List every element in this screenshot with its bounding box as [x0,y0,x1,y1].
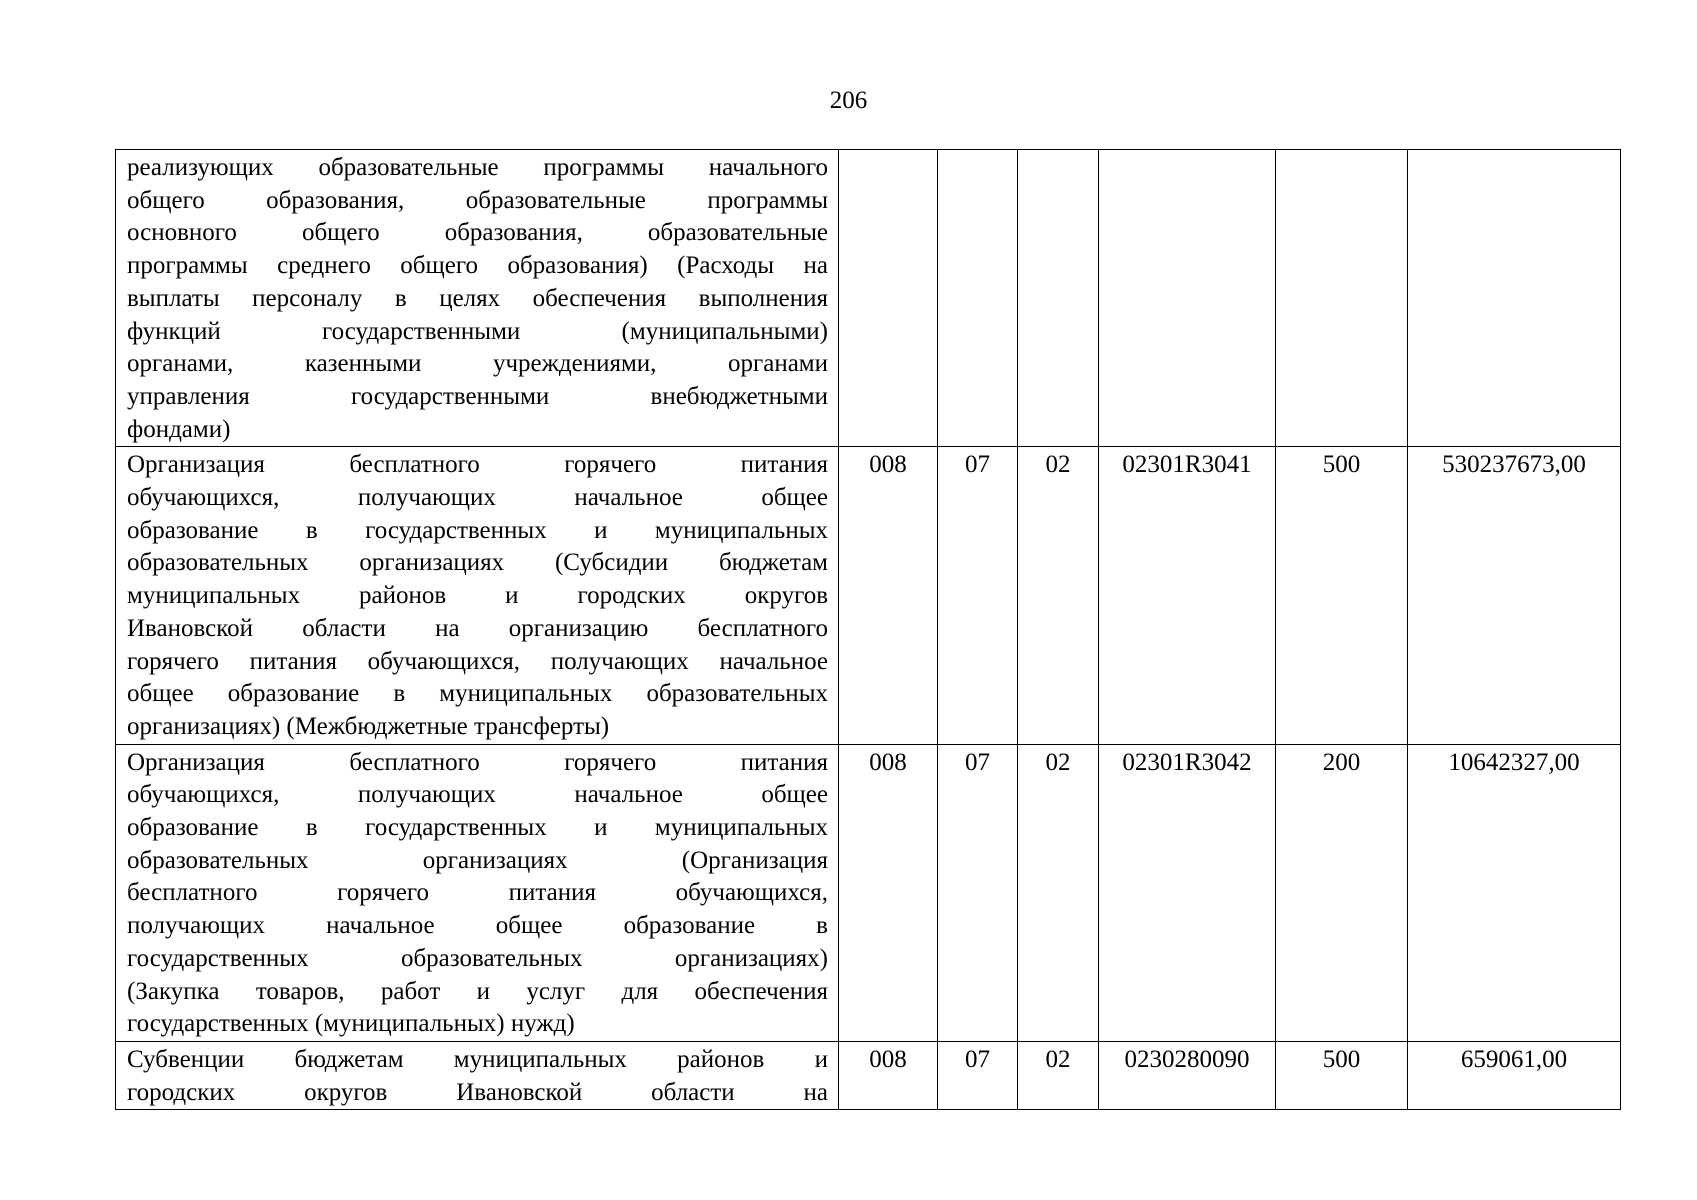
description-line: Субвенции бюджетам муниципальных районов и [127,1045,828,1073]
amount-cell: 530237673,00 [1408,447,1621,744]
description-line: бесплатного горячего питания обучающихся, [127,879,828,907]
expense-type-cell: 500 [1276,447,1408,744]
subsection-code-cell: 02 [1018,1041,1099,1109]
description-line: общего образования, образовательные программы [127,186,828,214]
ministry-code-cell: 008 [839,447,938,744]
table-row [116,150,1621,447]
amount-cell: 10642327,00 [1408,744,1621,1041]
description-cell [116,744,839,1041]
target-article-cell: 02301R3041 [1099,447,1276,744]
description-line: образовательных организациях (Субсидии бюджетам [127,549,828,577]
description-line: органами, казенными учреждениями, органами [127,350,828,378]
description-line: общее образование в муниципальных образовательных [127,680,828,708]
page-number: 206 [829,87,868,114]
description-line: государственных (муниципальных) нужд) [127,1010,575,1038]
subsection-code-cell: 02 [1018,744,1099,1041]
subsection-code-cell: 02 [1018,447,1099,744]
section-code-cell [938,150,1018,447]
description-line: организациях) (Межбюджетные трансферты) [127,712,610,740]
description-line: образование в государственных и муниципальных [127,516,828,544]
description-line: функций государственными (муниципальными) [127,317,828,345]
table-row [116,744,1621,1041]
description-line: получающих начальное общее образование в [127,912,828,940]
section-code-cell: 07 [938,447,1018,744]
amount-cell [1408,150,1621,447]
ministry-code-cell: 008 [839,1041,938,1109]
description-line: (Закупка товаров, работ и услуг для обеспечения [127,977,828,1005]
description-line: фондами) [127,415,231,443]
description-cell [116,150,839,447]
amount-cell: 659061,00 [1408,1041,1621,1109]
subsection-code-cell [1018,150,1099,447]
description-line: основного общего образования, образовательные [127,219,828,247]
description-cell [116,1041,839,1109]
budget-table [115,149,1621,1110]
description-line: государственных образовательных организациях) [127,944,828,972]
description-line: управления государственными внебюджетными [127,382,828,410]
description-line: образование в государственных и муниципальных [127,814,828,842]
description-line: муниципальных районов и городских округов [127,582,828,610]
expense-type-cell [1276,150,1408,447]
description-line: образовательных организациях (Организация [127,846,828,874]
expense-type-cell: 500 [1276,1041,1408,1109]
description-line: выплаты персоналу в целях обеспечения выполнения [127,284,828,312]
section-code-cell: 07 [938,744,1018,1041]
description-line: программы среднего общего образования) (Расходы на [127,252,828,280]
description-line: обучающихся, получающих начальное общее [127,781,828,809]
target-article-cell: 0230280090 [1099,1041,1276,1109]
ministry-code-cell [839,150,938,447]
description-line: обучающихся, получающих начальное общее [127,484,828,512]
target-article-cell: 02301R3042 [1099,744,1276,1041]
description-line: Организация бесплатного горячего питания [127,748,828,776]
description-line: Ивановской области на организацию бесплатного [127,614,828,642]
description-line: городских округов Ивановской области на [127,1078,828,1106]
expense-type-cell: 200 [1276,744,1408,1041]
ministry-code-cell: 008 [839,744,938,1041]
description-line: реализующих образовательные программы начального [127,154,828,181]
table-row [116,447,1621,744]
description-line: Организация бесплатного горячего питания [127,451,828,479]
description-cell [116,447,839,744]
table-row [116,1041,1621,1109]
description-line: горячего питания обучающихся, получающих начальное [127,647,828,675]
target-article-cell [1099,150,1276,447]
section-code-cell: 07 [938,1041,1018,1109]
